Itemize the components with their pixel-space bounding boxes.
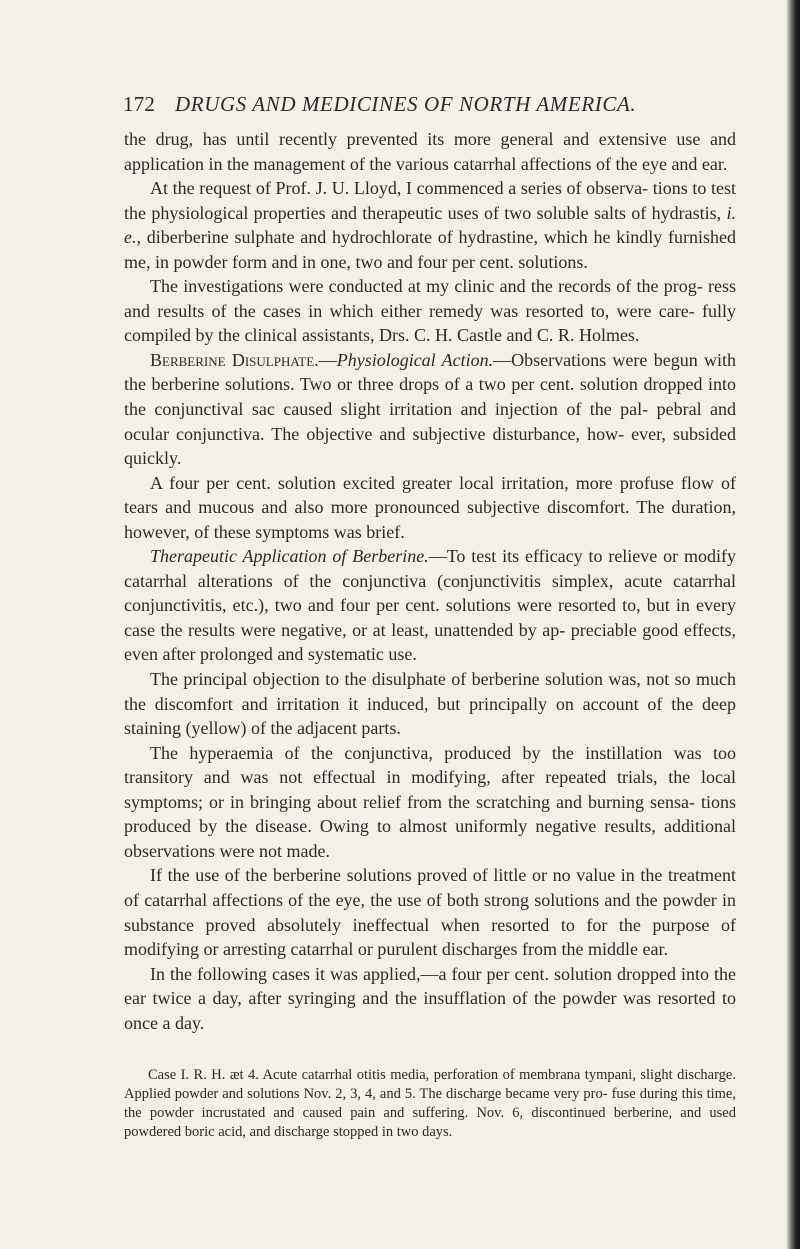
paragraph-investigations	[124, 274, 736, 348]
page-number: 172	[123, 92, 156, 116]
paragraph-therapeutic-application	[124, 544, 736, 667]
subsection-heading: Physiological Action.	[336, 349, 494, 370]
paragraph-text: the drug, has until recently prevented its more general and extensive use and application in the management of the various catarrhal affections of the eye and ear.	[124, 129, 736, 174]
paragraph-following-cases	[124, 962, 736, 1036]
paragraph-four-percent	[124, 471, 736, 545]
paragraph-request	[124, 176, 736, 274]
subsection-heading: Therapeutic Application of Berberine.	[150, 546, 429, 567]
paragraph-ear-treatment	[124, 863, 736, 961]
paragraph-text: —To test its efficacy to relieve or modify catarrhal alterations of the conjunctiva (conjunctivitis simplex, acute catarrhal conjunctivitis, etc.), two and four per cent. solutions were resorted to, but in every case the results were negative, or at least, unattended by ap- preciable good effects, even after prolonged and systematic use.	[124, 546, 736, 665]
section-heading: Berberine Disulphate.	[150, 349, 319, 370]
paragraph-text: At the request of Prof. J. U. Lloyd, I commenced a series of observa- tions to test the physiological properties and therapeutic uses of two soluble salts of hydrastis,	[124, 178, 736, 223]
paragraph-text: The principal objection to the disulphate of berberine solution was, not so much the discomfort and irritation it induced, but principally on account of the deep staining (yellow) of the adjacent parts.	[124, 669, 736, 739]
case-notes	[124, 1066, 736, 1142]
heading-dash: —	[318, 349, 337, 370]
paragraph-objection	[124, 667, 736, 741]
paragraph-text-end: diberberine sulphate and hydrochlorate of hydrastine, which he kindly furnished me, in powder form and in one, two and four per cent. solutions.	[124, 227, 736, 272]
paragraph-text: The hyperaemia of the conjunctiva, produced by the instillation was too transitory and was not effectual in modifying, after repeated trials, the local symptoms; or in bringing about relief from the scratching and burning sensa- tions produced by the disease. Owing to almost uniformly negative results, additional observations were not made.	[124, 742, 736, 861]
paragraph-text: —Observations were begun with the berberine solutions. Two or three drops of a two per cent. solution dropped into the conjunctival sac caused slight irritation and injection of the pal- pebral and ocular conjunctiva. The objective and subjective disturbance, how- ever, subsided quickly.	[124, 349, 736, 469]
page-edge-shadow	[786, 0, 800, 1249]
paragraph-hyperaemia	[124, 741, 736, 864]
paragraph-text: If the use of the berberine solutions proved of little or no value in the treatment of catarrhal affections of the eye, the use of both strong solutions and the powder in substance proved absolutely ineffectual when resorted to for the purpose of modifying or arresting catarrhal or purulent discharges from the middle ear.	[124, 865, 736, 960]
italic-ie: i. e.,	[124, 202, 736, 248]
page-header	[123, 92, 683, 118]
running-title: DRUGS AND MEDICINES OF NORTH AMERICA.	[175, 92, 637, 116]
paragraph-text: A four per cent. solution excited greater local irritation, more profuse flow of tears and mucous and also more pronounced subjective discomfort. The duration, however, of these symptoms was brief.	[124, 472, 736, 542]
paragraph-berberine-disulphate	[124, 348, 736, 471]
paragraph-text: The investigations were conducted at my clinic and the records of the prog- ress and results of the cases in which either remedy was resorted to, were care- fully compiled by the clinical assistants, Drs. C. H. Castle and C. R. Holmes.	[124, 276, 736, 346]
paragraph-text: In the following cases it was applied,—a four per cent. solution dropped into the ear twice a day, after syringing and the insufflation of the powder was resorted to once a day.	[124, 963, 736, 1033]
paragraph-continued	[124, 127, 736, 176]
case-one	[124, 1066, 736, 1142]
body-text	[124, 127, 736, 1035]
case-text: Case I. R. H. æt 4. Acute catarrhal otitis media, perforation of membrana tympani, slight discharge. Applied powder and solutions Nov. 2, 3, 4, and 5. The discharge became very pro- fuse during this time, the powder incrustated and caused pain and suffering. Nov. 6, discontinued berberine, and used powdered boric acid, and discharge stopped in two days.	[124, 1067, 736, 1140]
